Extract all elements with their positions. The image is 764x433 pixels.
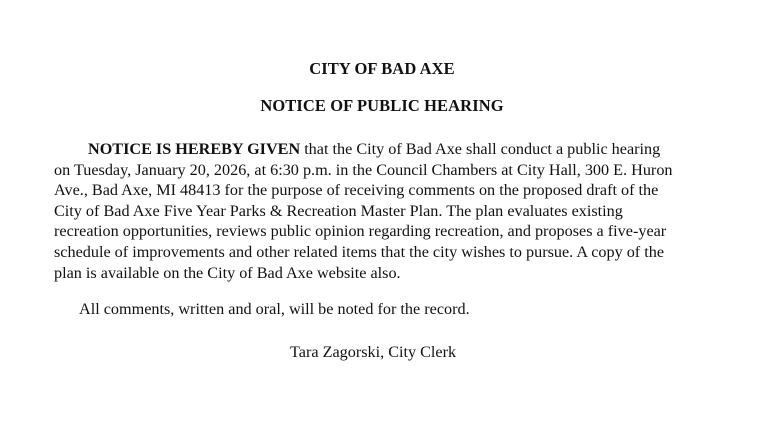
- body-line-6: schedule of improvements and other related items that the city wishes to pursue. A copy of the: [54, 242, 665, 261]
- body-line-5: recreation opportunities, reviews public opinion regarding recreation, and proposes a five-year: [54, 222, 667, 241]
- body-line-2: on Tuesday, January 20, 2026, at 6:30 p.m. in the Council Chambers at City Hall, 300 E. Huron: [54, 160, 673, 179]
- notice-lead: NOTICE IS HEREBY GIVEN: [88, 140, 301, 158]
- notice-body: [54, 139, 714, 283]
- body-line-7: plan is available on the City of Bad Axe website also.: [54, 263, 401, 282]
- body-line-1-text: that the City of Bad Axe shall conduct a public hearing: [300, 140, 661, 158]
- body-line-1: [54, 139, 714, 160]
- clerk-signature: Tara Zagorski, City Clerk: [290, 343, 457, 361]
- city-title: CITY OF BAD AXE: [309, 59, 455, 78]
- comments-statement: All comments, written and oral, will be noted for the record.: [79, 300, 470, 318]
- body-line-4: City of Bad Axe Five Year Parks & Recreation Master Plan. The plan evaluates existing: [54, 201, 623, 220]
- notice-heading: NOTICE OF PUBLIC HEARING: [260, 96, 504, 115]
- body-line-3: Ave., Bad Axe, MI 48413 for the purpose of receiving comments on the proposed draft of the: [54, 181, 659, 200]
